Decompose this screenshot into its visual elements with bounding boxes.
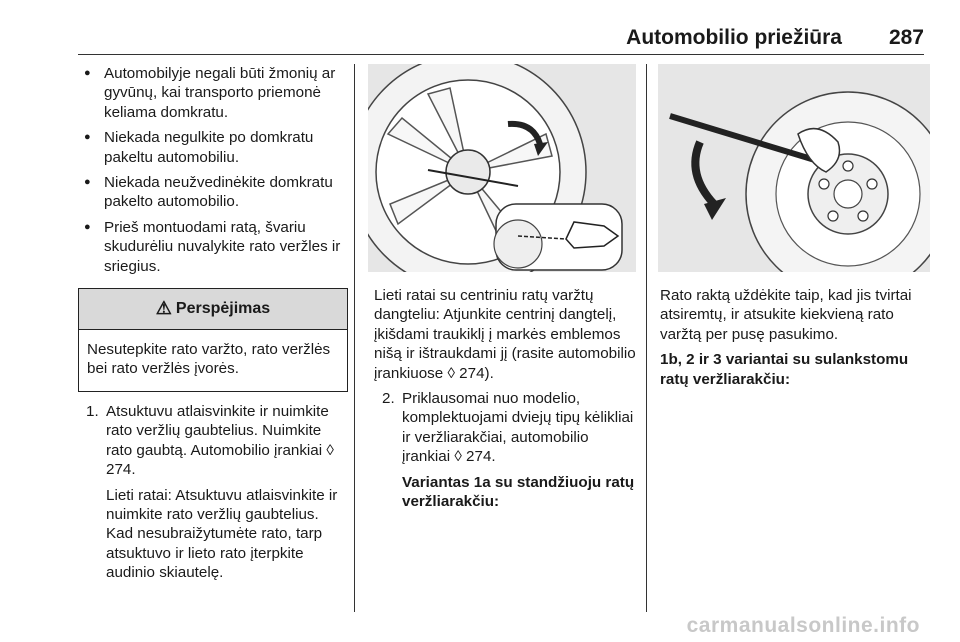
column-2 [374,64,636,517]
bullet-item: ● Niekada neužvedinėkite domkratu pakelto automobilio. [78,173,348,212]
bullet-item: ● Automobilyje negali būti žmonių ar gyvūnų, kai transporto priemonė keliama domkratu. [78,64,348,122]
variant-1a-heading: Variantas 1a su standžiuoju ratų veržliarakčiu: [402,473,635,511]
column-1 [78,64,348,589]
warning-box [78,288,348,392]
watermark: carmanualsonline.info [686,614,920,637]
column-3 [660,64,926,395]
wheel-cap-illustration [368,64,636,272]
bullet-item: ● Prieš montuodami ratą, švariu skudurėliu nuvalykite rato veržles ir sriegius. [78,218,348,276]
header-rule [78,54,924,55]
bullet-item: ● Niekada negulkite po domkratu pakeltu automobiliu. [78,128,348,167]
page-number: 287 [888,26,924,49]
step-2 [374,389,636,511]
warning-header [79,289,347,330]
step-text-alloy: Lieti ratai: Atsuktuvu atlaisvinkite ir nuimkite rato veržlių gaubtelius. Kad nesubraižytumėte rato, tarp atsuktuvo ir lieto rato įterpkite audinio skiautelę. [106,486,338,582]
variant-foldable-heading: 1b, 2 ir 3 variantai su sulankstomu ratų veržliarakčiu: [660,351,909,388]
warning-triangle-icon: ⚠ [155,298,172,319]
wrench-text: Rato raktą uždėkite taip, kad jis tvirtai atsiremtų, ir atsukite kiekvieną rato varžtą per pusę pasukimo. [660,287,912,343]
step-text: Atsuktuvu atlaisvinkite ir nuimkite rato veržlių gaubtelius. Nuimkite rato gaubtą. Automobilio įrankiai ◊ 274. [106,402,334,479]
alloy-cap-text: Lieti ratai su centriniu ratų varžtų dangteliu: Atjunkite centrinį dangtelį, įkišdami traukiklį į markės emblemos nišą ir ištraukdami jį (rasite automobilio įrankiuose ◊ 274). [374,287,636,382]
column-divider-2 [646,64,647,612]
step-1 [78,402,348,583]
page-title: Automobilio priežiūra [626,26,842,49]
warning-title: Perspėjimas [175,300,271,318]
step-number: 1. [86,402,99,420]
wrench-illustration [658,64,930,272]
step-text: Priklausomai nuo modelio, komplektuojami dviejų tipų kėlikliai ir veržliarakčiai, automobilio įrankiai ◊ 274. [402,390,634,466]
page-header [0,26,960,56]
step-number: 2. [382,390,395,408]
column-divider-1 [354,64,355,612]
warning-body: Nesutepkite rato varžto, rato veržlės bei rato veržlės įvorės. [87,341,331,378]
